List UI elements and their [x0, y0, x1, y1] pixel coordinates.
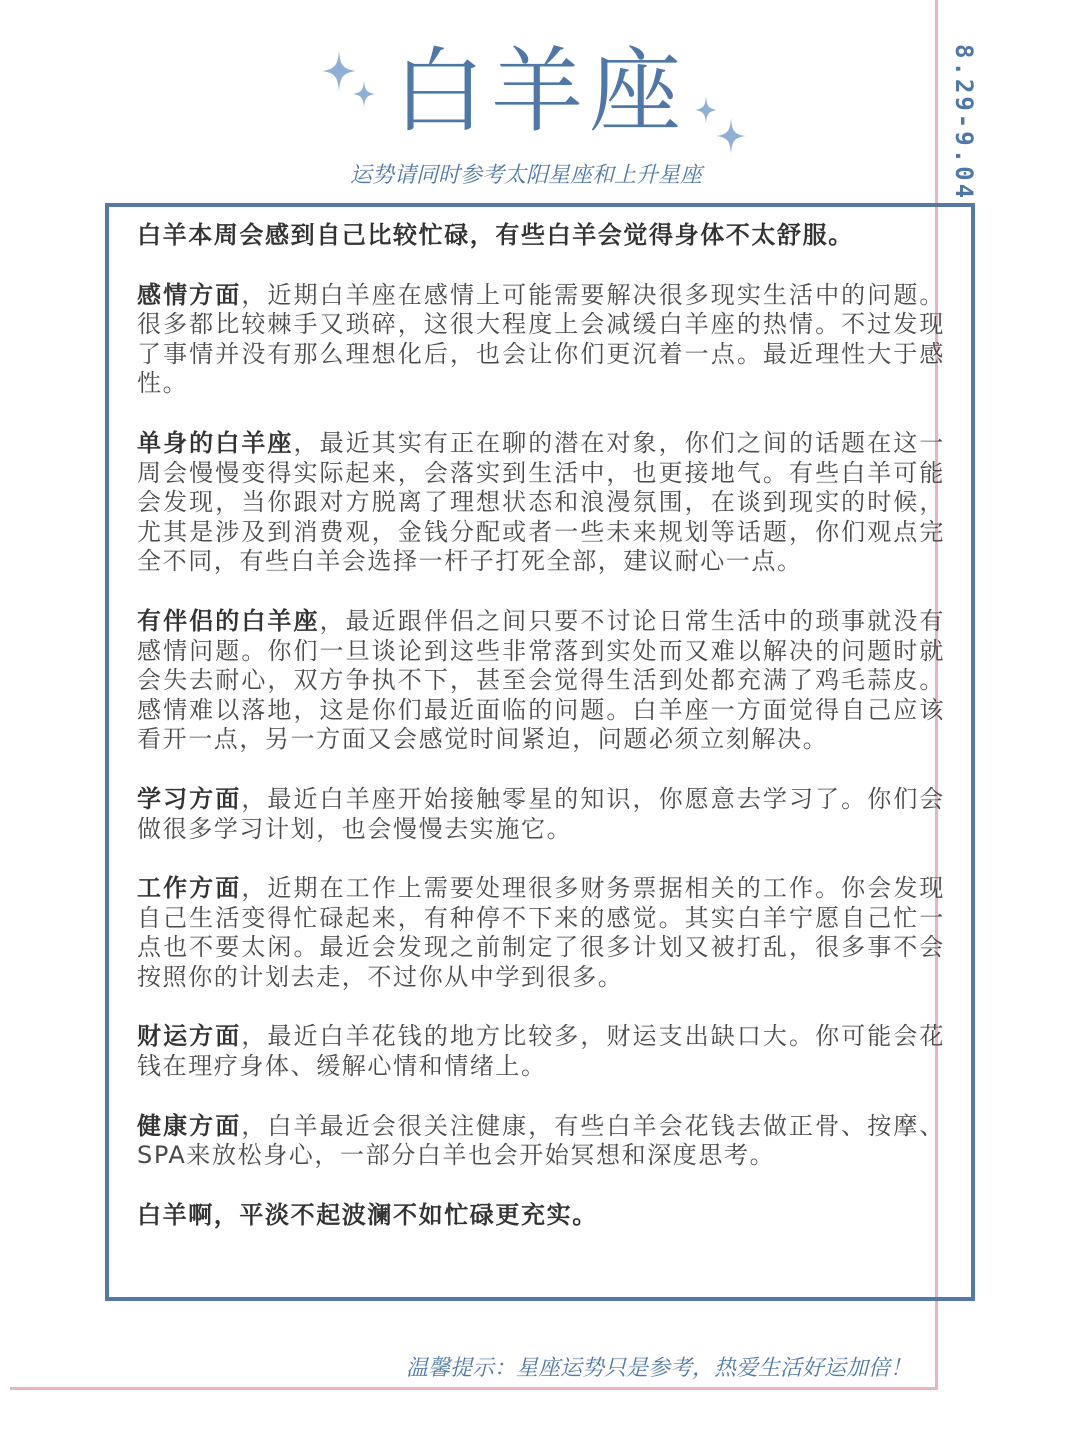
footer-tip: 温馨提示：星座运势只是参考，热爱生活好运加倍！ [405, 1356, 912, 1381]
section-lead: 有伴侣的白羊座 [137, 606, 320, 635]
wealth-paragraph [137, 1022, 945, 1081]
health-paragraph [137, 1112, 945, 1171]
section-lead: 工作方面 [137, 874, 242, 903]
section-text: ，最近跟伴侣之间只要不讨论日常生活中的琐事就没有感情问题。你们一旦谈论到这些非常落到实处而又难以解决的问题时就会失去耐心，双方争执不下，甚至会觉得生活到处都充满了鸡毛蒜皮。感情难以落地，这是你们最近面临的问题。白羊座一方面觉得自己应该看开一点，另一方面又会感觉时间紧迫，问题必须立刻解决。 [137, 606, 945, 754]
study-paragraph [137, 785, 945, 844]
section-text: ，白羊最近会很关注健康，有些白羊会花钱去做正骨、按摩、 SPA来放松身心，一部分白羊也会开始冥想和深度思考。 [137, 1111, 945, 1170]
work-paragraph [137, 874, 945, 992]
closing-paragraph: 白羊啊，平淡不起波澜不如忙碌更充实。 [137, 1200, 598, 1229]
section-text: ，最近白羊座开始接触零星的知识，你愿意去学习了。你们会做很多学习计划，也会慢慢去实施它。 [137, 784, 945, 843]
section-text: ，最近白羊花钱的地方比较多，财运支出缺口大。你可能会花钱在理疗身体、缓解心情和情绪上。 [137, 1022, 945, 1081]
pink-frame-horizontal-line [10, 1387, 938, 1390]
section-lead: 感情方面 [137, 280, 242, 309]
intro-paragraph: 白羊本周会感到自己比较忙碌，有些白羊会觉得身体不太舒服。 [137, 221, 854, 249]
page-title: 白羊座 [392, 38, 687, 145]
love-paragraph [137, 281, 945, 399]
section-text: ，近期在工作上需要处理很多财务票据相关的工作。你会发现自己生活变得忙碌起来，有种停不下来的感觉。其实白羊宁愿自己忙一点也不要太闲。最近会发现之前制定了很多计划又被打乱，很多事不会按照你的计划去走，不过你从中学到很多。 [137, 874, 945, 991]
partnered-paragraph [137, 607, 945, 755]
section-text: ，最近其实有正在聊的潜在对象，你们之间的话题在这一周会慢慢变得实际起来，会落实到生活中，也更接地气。有些白羊可能会发现，当你跟对方脱离了理想状态和浪漫氛围，在谈到现实的时候，尤其是涉及到消费观，金钱分配或者一些未来规划等话题，你们观点完全不同，有些白羊会选择一杆子打死全部，建议耐心一点。 [137, 428, 945, 576]
section-lead: 财运方面 [137, 1022, 242, 1051]
page-subtitle: 运势请同时参考太阳星座和上升星座 [349, 163, 702, 188]
section-lead: 单身的白羊座 [137, 428, 294, 457]
section-text: ，近期白羊座在感情上可能需要解决很多现实生活中的问题。很多都比较棘手又琐碎，这很大程度上会减缓白羊座的热情。不过发现了事情并没有那么理想化后，也会让你们更沉着一点。最近理性大于感性。 [137, 280, 945, 398]
horoscope-content-box [105, 203, 975, 1301]
section-lead: 学习方面 [137, 784, 242, 813]
section-lead: 健康方面 [137, 1111, 242, 1140]
date-range: 8.29-9.04 [950, 44, 978, 202]
single-paragraph [137, 429, 945, 577]
